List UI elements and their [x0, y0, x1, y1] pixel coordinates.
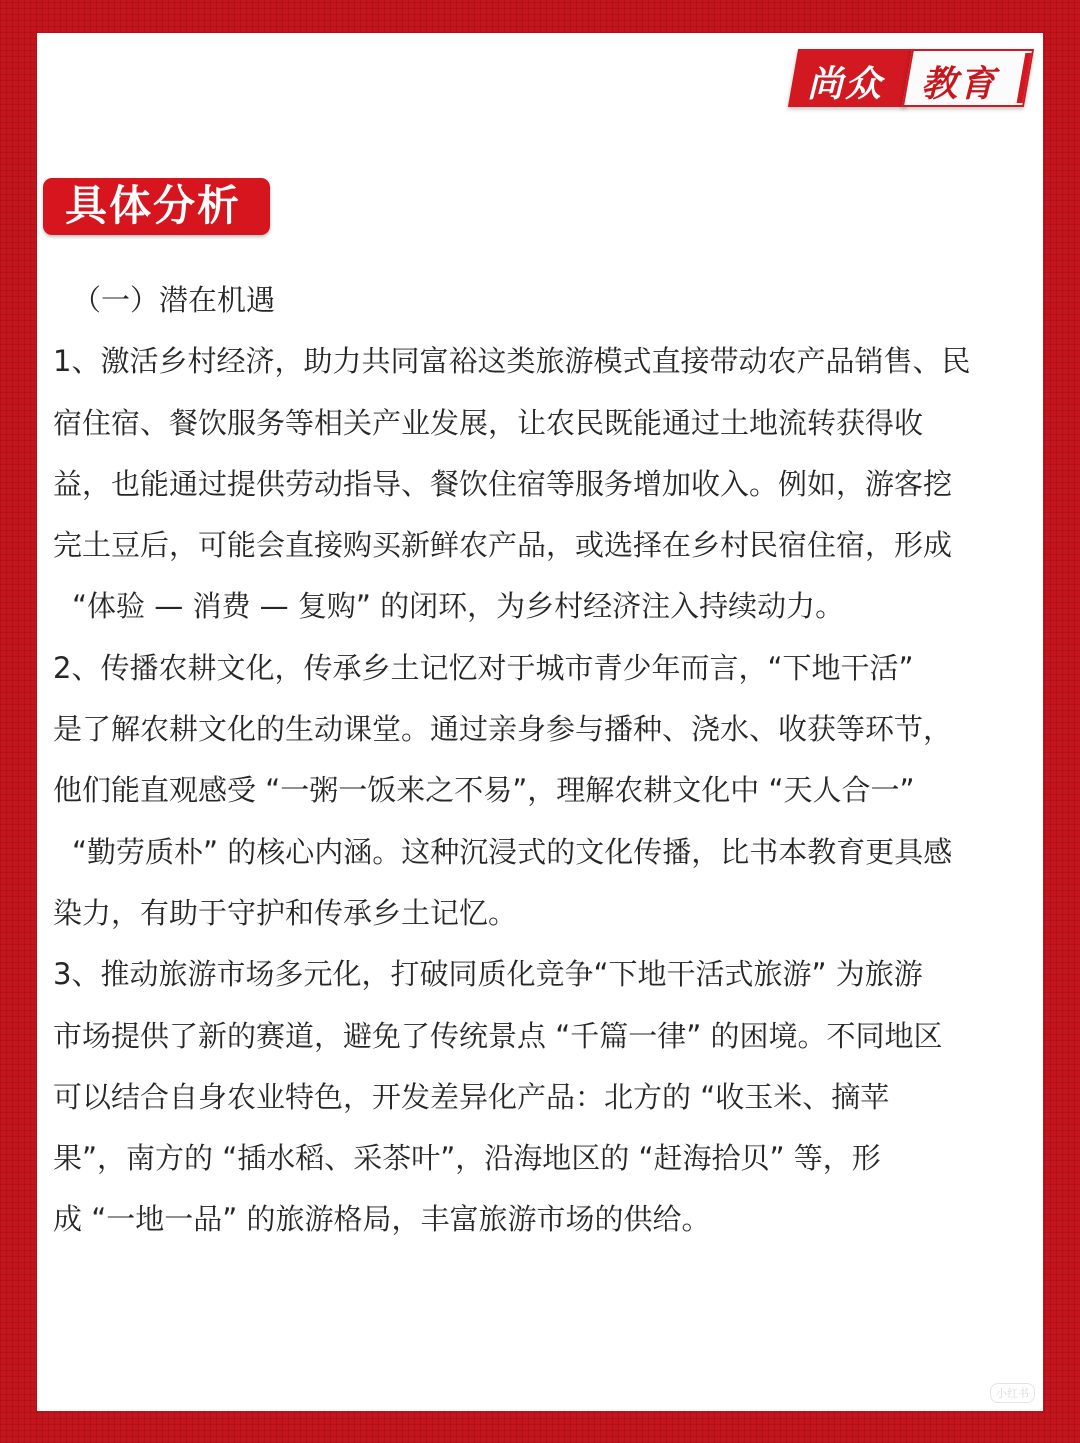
logo-text-left: 尚众: [807, 64, 884, 105]
paragraph-line: “体验 — 消费 — 复购” 的闭环，为乡村经济注入持续动力。: [72, 589, 845, 624]
paragraph-line: 宿住宿、餐饮服务等相关产业发展，让农民既能通过土地流转获得收: [53, 405, 924, 440]
paragraph-line: 成 “一地一品” 的旅游格局，丰富旅游市场的供给。: [53, 1202, 711, 1237]
article-body: [53, 270, 1038, 1251]
watermark: 小红书: [990, 1383, 1035, 1403]
logo-text-right: 教育: [921, 64, 998, 105]
paragraph-line: “勤劳质朴” 的核心内涵。这种沉浸式的文化传播，比书本教育更具感: [72, 834, 953, 869]
paragraph-line: 市场提供了新的赛道，避免了传统景点 “千篇一律” 的困境。不同地区: [53, 1018, 943, 1053]
subheading: （一）潜在机遇: [72, 283, 276, 317]
paragraph-line: 染力，有助于守护和传承乡土记忆。: [53, 895, 518, 930]
paragraph-1: [53, 331, 1038, 637]
paragraph-line: 3、推动旅游市场多元化，打破同质化竞争“下地干活式旅游” 为旅游: [53, 957, 923, 992]
paragraph-line: 是了解农耕文化的生动课堂。通过亲身参与播种、浇水、收获等环节，: [53, 712, 953, 747]
paragraph-2: [53, 638, 1038, 944]
paragraph-line: 他们能直观感受 “一粥一饭来之不易”，理解农耕文化中 “天人合一”: [53, 773, 915, 808]
section-title: 具体分析: [65, 181, 242, 230]
paragraph-line: 益，也能通过提供劳动指导、餐饮住宿等服务增加收入。例如，游客挖: [53, 466, 953, 501]
paragraph-3: [53, 944, 1038, 1250]
paragraph-line: 1、激活乡村经济，助力共同富裕这类旅游模式直接带动农产品销售、民: [53, 344, 971, 379]
paragraph-line: 果”，南方的 “插水稻、采茶叶”，沿海地区的 “赶海拾贝” 等，形: [53, 1141, 881, 1176]
paragraph-line: 可以结合自身农业特色，开发差异化产品：北方的 “收玉米、摘苹: [53, 1079, 890, 1114]
brand-logo: [793, 49, 1029, 107]
paragraph-line: 2、传播农耕文化，传承乡土记忆对于城市青少年而言，“下地干活”: [53, 650, 914, 685]
section-title-badge: [43, 178, 270, 235]
content-card: [37, 33, 1043, 1411]
paragraph-line: 完土豆后，可能会直接购买新鲜农产品，或选择在乡村民宿住宿，形成: [53, 528, 953, 563]
